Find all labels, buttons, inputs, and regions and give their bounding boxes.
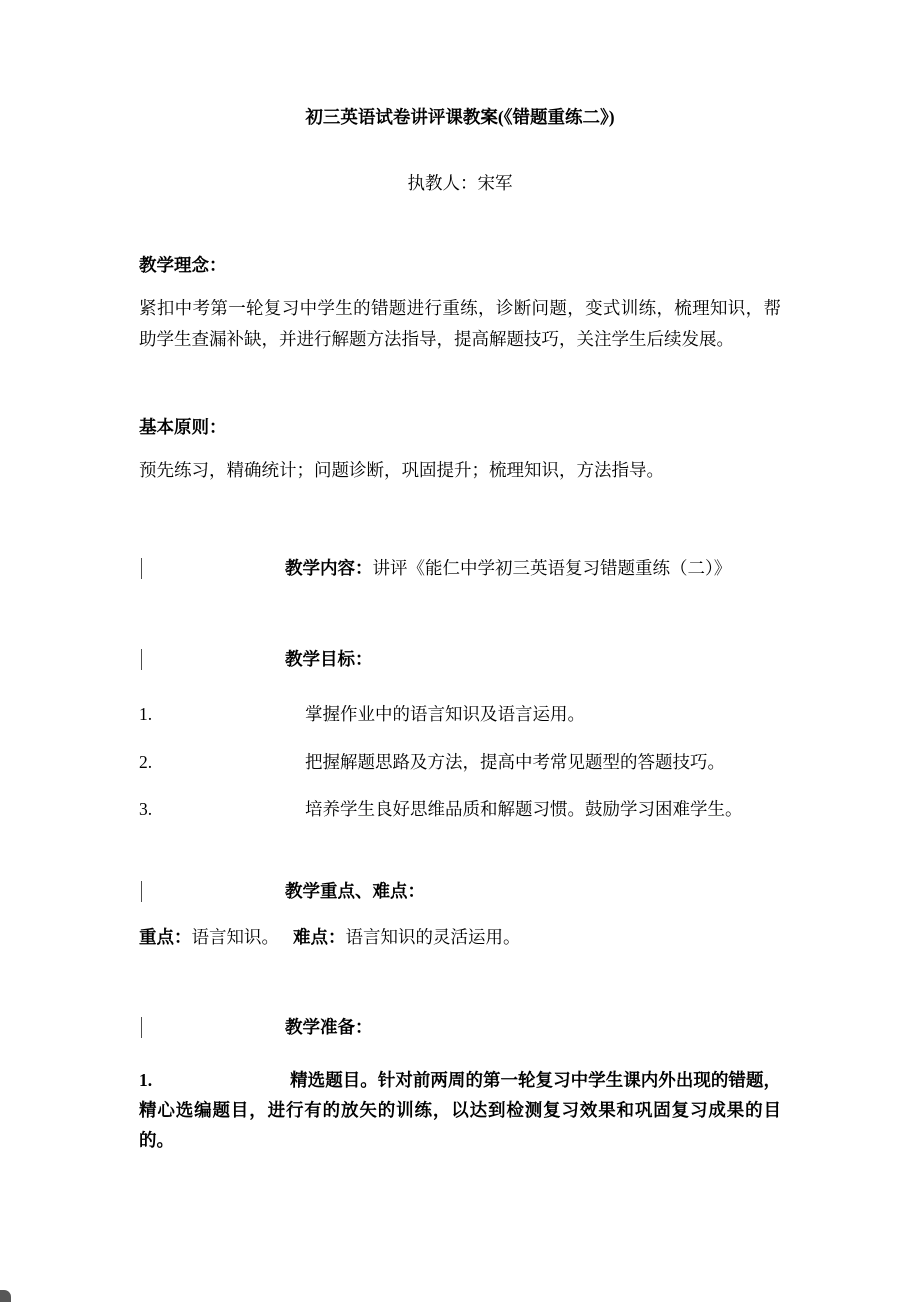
section-heading-preparation: 教学准备： — [285, 1017, 373, 1037]
difficulty-text: 语言知识的灵活运用。 — [345, 927, 521, 947]
section-heading-concept: 教学理念： — [139, 255, 227, 275]
objective-item-2 — [139, 750, 781, 774]
objective-item-1 — [139, 702, 781, 726]
cell-border-mark — [141, 1017, 142, 1038]
section-row-focus — [139, 879, 781, 903]
scan-artifact — [0, 1290, 11, 1302]
document-title: 初三英语试卷讲评课教案(《错题重练二》) — [305, 107, 615, 127]
objective-item-3 — [139, 797, 781, 821]
focus-label: 重点： — [139, 927, 192, 947]
focus-difficulty-line — [139, 925, 781, 949]
item-text: 培养学生良好思维品质和解题习惯。鼓励学习困难学生。 — [305, 799, 743, 819]
item-text: 掌握作业中的语言知识及语言运用。 — [305, 704, 585, 724]
section-heading-focus: 教学重点、难点： — [285, 881, 425, 901]
difficulty-label: 难点： — [293, 927, 346, 947]
section-body-concept: 紧扣中考第一轮复习中学生的错题进行重练，诊断问题，变式训练，梳理知识，帮助学生查漏补缺，并进行解题方法指导，提高解题技巧，关注学生后续发展。 — [139, 298, 781, 349]
preparation-paragraph — [139, 1065, 781, 1155]
item-number: 1. — [139, 704, 153, 724]
section-body-content: 讲评《能仁中学初三英语复习错题重练（二）》 — [372, 558, 732, 578]
cell-border-mark — [141, 558, 142, 579]
section-heading-content: 教学内容： — [285, 558, 373, 578]
section-heading-principles: 基本原则： — [139, 417, 227, 437]
prep-item-number: 1. — [139, 1070, 153, 1090]
section-row-objectives — [139, 647, 781, 671]
section-row-content — [139, 556, 781, 580]
section-content-line — [285, 556, 781, 580]
item-number: 3. — [139, 799, 153, 819]
cell-border-mark — [141, 881, 142, 902]
prep-item-body: 针对前两周的第一轮复习中学生课内外出现的错题，精心选编题目，进行有的放矢的训练，以达到检测复习效果和巩固复习成果的目的。 — [139, 1070, 781, 1150]
author-line: 执教人：宋军 — [407, 173, 513, 193]
cell-border-mark — [141, 649, 142, 670]
item-text: 把握解题思路及方法，提高中考常见题型的答题技巧。 — [305, 752, 725, 772]
section-body-principles: 预先练习，精确统计；问题诊断，巩固提升；梳理知识，方法指导。 — [139, 460, 664, 480]
section-row-preparation — [139, 1015, 781, 1039]
prep-item-lead: 精选题目。 — [290, 1070, 378, 1090]
focus-text: 语言知识。 — [191, 927, 279, 947]
item-number: 2. — [139, 752, 153, 772]
section-heading-objectives: 教学目标： — [285, 649, 373, 669]
